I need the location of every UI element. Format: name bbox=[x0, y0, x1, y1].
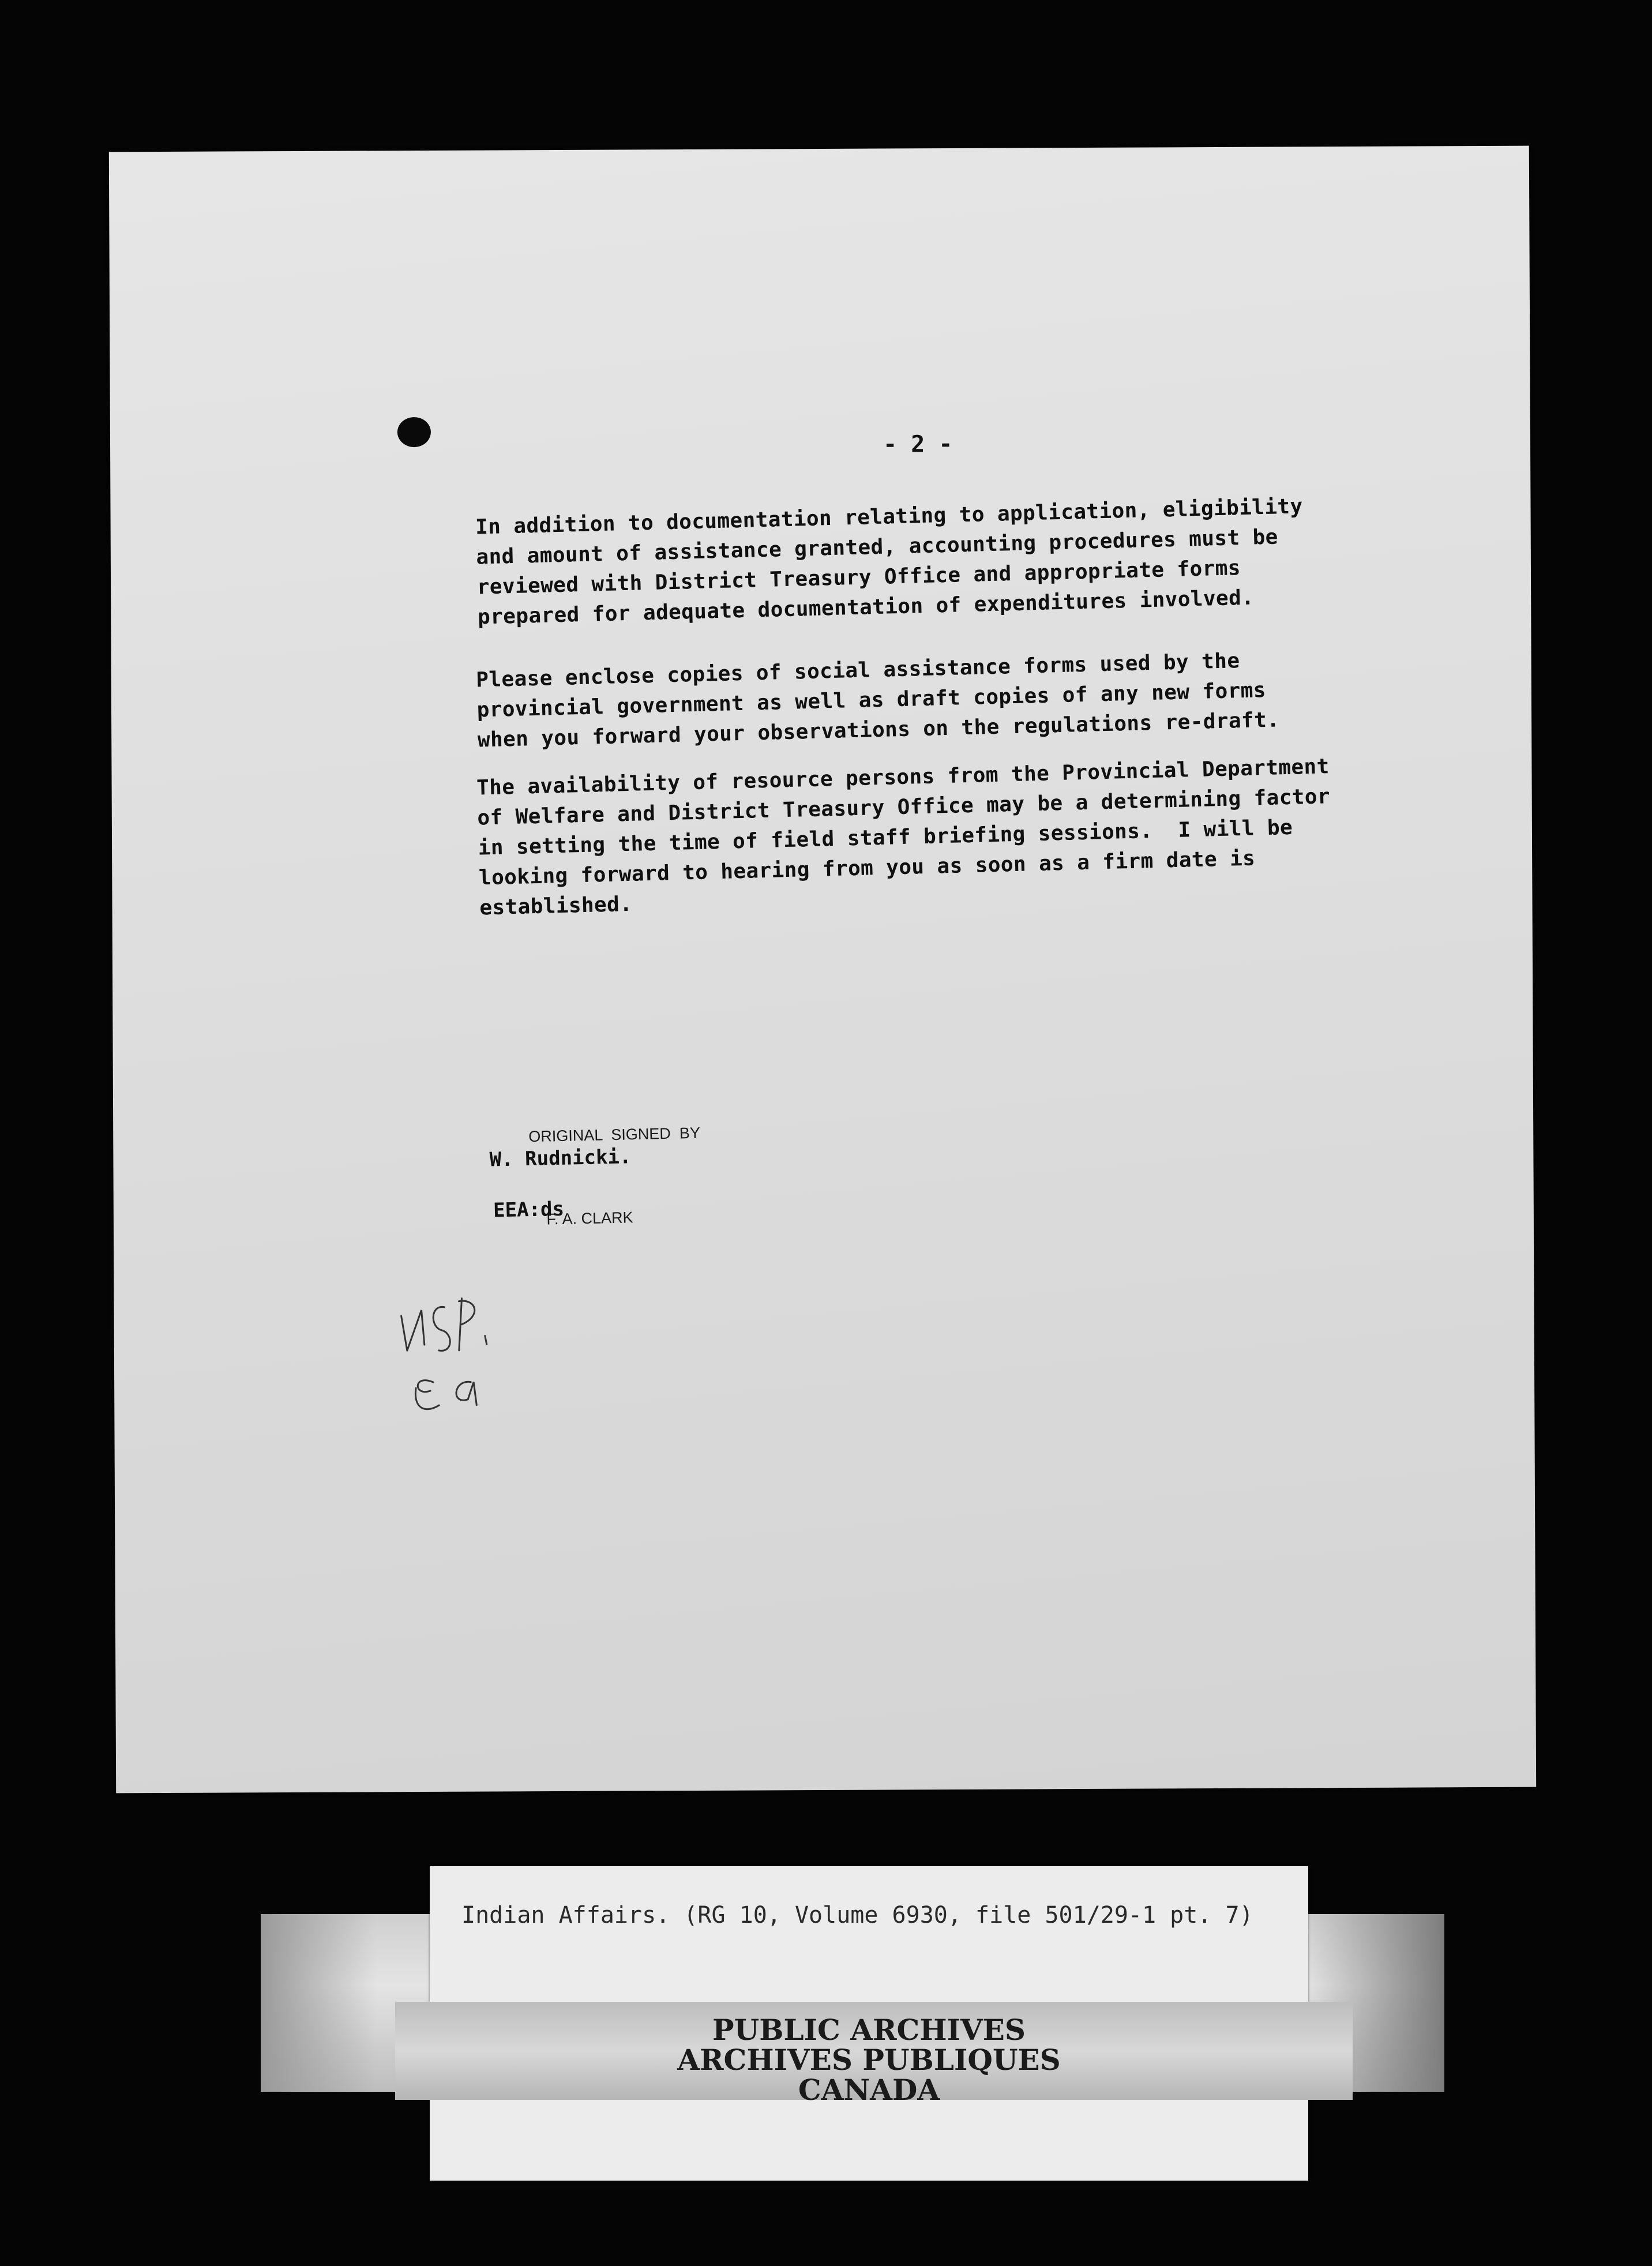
archive-label bbox=[430, 1866, 1308, 2181]
punch-hole bbox=[397, 417, 431, 447]
paragraph-resource-persons: The availability of resource persons from the Provincial Department of Welfare and District Treasury Office may be a determining factor in setting the time of field staff briefing sessions. I will be looking forward to hearing from you as soon as a firm date is established. bbox=[476, 755, 1331, 920]
signer-name: W. Rudnicki. bbox=[489, 1145, 632, 1172]
paragraph-forms: Please enclose copies of social assistance forms used by the provincial government as well as draft copies of any new forms when you forward your observations on the regulations re-draft. bbox=[475, 649, 1280, 752]
reference-initials: EEA:ds bbox=[493, 1197, 565, 1222]
archive-stamp-line: CANADA bbox=[798, 2073, 940, 2107]
archive-stamp bbox=[430, 2015, 1308, 2105]
signature-stamp-line2: F. A. CLARK bbox=[546, 1209, 633, 1228]
signature-stamp-line1: ORIGINAL SIGNED BY bbox=[528, 1124, 701, 1146]
archive-citation: Indian Affairs. (RG 10, Volume 6930, file 501/29-1 pt. 7) bbox=[461, 1902, 1253, 1929]
archive-stamp-line: ARCHIVES PUBLIQUES bbox=[677, 2043, 1061, 2077]
document-page bbox=[109, 146, 1536, 1794]
page-number: - 2 - bbox=[883, 431, 953, 458]
handwritten-note bbox=[389, 1281, 528, 1431]
archive-stamp-line: PUBLIC ARCHIVES bbox=[712, 2013, 1026, 2047]
signature-stamp bbox=[527, 1064, 704, 1289]
paragraph-documentation: In addition to documentation relating to application, eligibility and amount of assistance granted, accounting procedures must be reviewed with District Treasury Office and appropriate forms prepared for adequate documentation of expenditures involved. bbox=[475, 494, 1304, 629]
